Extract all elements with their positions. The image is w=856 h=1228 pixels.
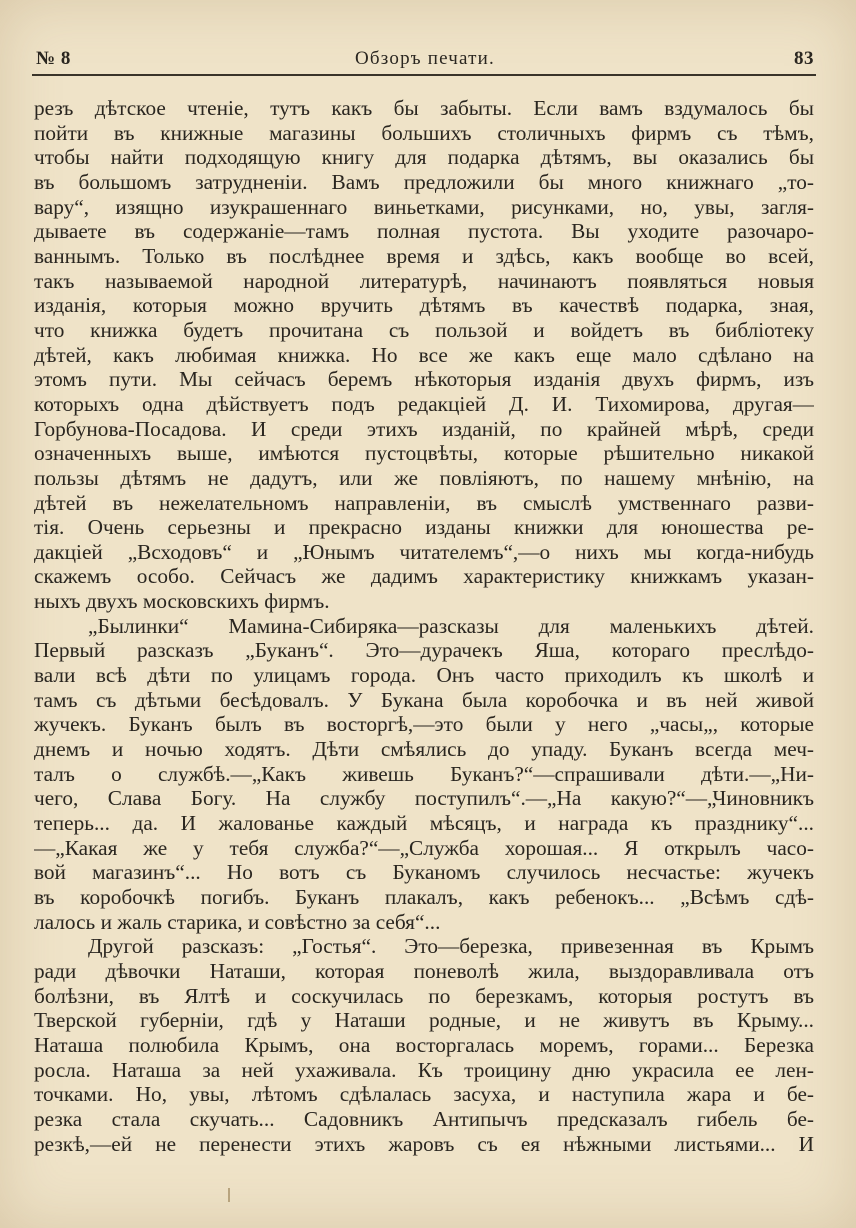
text-line: лалось и жаль старика, и совѣстно за себя“... [34,909,441,934]
text-line: вару“, изящно изукрашеннаго виньетками, рисунками, но, увы, загля- [34,194,814,219]
text-line: изданія, которыя можно вручить дѣтямъ въ качествѣ подарка, зная, [34,293,814,318]
page-number: 83 [794,48,814,69]
text-line: что книжка будетъ прочитана съ пользой и войдетъ въ библіотеку [34,317,814,342]
text-line: Горбунова-Посадова. И среди этихъ изданій, по крайней мѣрѣ, среди [34,416,814,441]
text-line: талъ о службѣ.—„Какъ живешь Буканъ?“—спрашивали дѣти.—„Ни- [34,761,814,786]
text-line: Первый разсказъ „Буканъ“. Это—дурачекъ Яша, котораго преслѣдо- [34,638,814,663]
text-line: этомъ пути. Мы сейчасъ беремъ нѣкоторыя изданія двухъ фирмъ, изъ [34,367,814,392]
text-line: ради дѣвочки Наташи, которая поневолѣ жила, выздоравливала отъ [34,958,814,983]
text-line: въ большомъ затрудненіи. Вамъ предложили бы много книжнаго „то- [34,169,814,194]
text-line: въ коробочкѣ погибъ. Буканъ плакалъ, какъ ребенокъ... „Всѣмъ сдѣ- [34,885,814,909]
text-line: ныхъ двухъ московскихъ фирмъ. [34,589,330,614]
text-line: ваннымъ. Только въ послѣднее время и здѣсь, какъ вообще во всей, [34,243,814,268]
text-line: Наташа полюбила Крымъ, она восторгалась моремъ, горами... Березка [34,1032,814,1057]
text-line: чтобы найти подходящую книгу для подарка дѣтямъ, вы оказались бы [34,145,814,170]
text-line: тія. Очень серьезны и прекрасно изданы книжки для юношества ре- [34,515,814,540]
text-line: болѣзни, въ Ялтѣ и соскучилась по березкамъ, которыя ростутъ въ [34,983,814,1008]
text-line: чего, Слава Богу. На службу поступилъ“.—„На какую?“—„Чиновникъ [34,786,814,811]
text-line: означенныхъ выше, имѣются пустоцвѣты, которые рѣшительно никакой [34,441,814,466]
issue-number: № 8 [36,48,71,69]
text-line: пойти въ книжные магазины большихъ столичныхъ фирмъ съ тѣмъ, [34,120,814,145]
text-line: вой магазинъ“... Но вотъ съ Буканомъ случилось несчастье: жучекъ [34,860,814,885]
text-line: скажемъ особо. Сейчасъ же дадимъ характеристику книжкамъ указан- [34,564,814,589]
text-line: такъ называемой народной литературѣ, начинаютъ появляться новыя [34,268,814,293]
article-body [34,96,814,1156]
text-line: дѣтей, какъ любимая книжка. Но все же какъ еще мало сдѣлано на [34,342,814,367]
text-line: дываете въ содержаніе—тамъ полная пустота. Вы уходите разочаро- [34,219,814,244]
text-line: дакціей „Всходовъ“ и „Юнымъ читателемъ“,—о нихъ мы когда-нибудь [34,539,814,564]
text-line: резка стала скучать... Садовникъ Антипычъ предсказалъ гибель бе- [34,1106,814,1131]
running-header [36,44,814,78]
text-line: резъ дѣтское чтеніе, тутъ какъ бы забыты. Если вамъ вздумалось бы [34,96,814,120]
text-line: которыхъ одна дѣйствуетъ подъ редакціей Д. И. Тихомирова, другая— [34,391,814,416]
text-line: Тверской губерніи, гдѣ у Наташи родные, и не живутъ въ Крыму... [34,1008,814,1033]
section-title: Обзоръ печати. [354,48,495,69]
text-line: —„Какая же у тебя служба?“—„Служба хорошая... Я открылъ часо- [34,835,814,860]
text-line: жучекъ. Буканъ былъ въ восторгѣ,—это были у него „часы„, которые [34,712,814,737]
text-line: Другой разсказъ: „Гостья“. Это—березка, привезенная въ Крымъ [88,934,814,959]
text-line: вали всѣ дѣти по улицамъ города. Онъ часто приходилъ къ школѣ и [34,663,814,688]
text-line: пользы дѣтямъ не дадутъ, или же повліяютъ, по нашему мнѣнію, на [34,465,814,490]
text-line: тамъ съ дѣтьми бесѣдовалъ. У Букана была коробочка и въ ней живой [34,687,814,712]
text-line: дѣтей въ нежелательномъ направленіи, въ смыслѣ умственнаго разви- [34,490,814,515]
text-line: резкѣ,—ей не перенести этихъ жаровъ съ ея нѣжными листьями... И [34,1131,814,1156]
text-line: теперь... да. И жалованье каждый мѣсяцъ, и награда къ празднику“... [34,811,814,836]
text-line: днемъ и ночью ходятъ. Дѣти смѣялись до упаду. Буканъ всегда меч- [34,737,814,762]
text-line: росла. Наташа за ней ухаживала. Къ троицину дню украсила ее лен- [34,1057,814,1082]
print-mark [228,1188,230,1202]
text-line: точками. Но, увы, лѣтомъ сдѣлалась засуха, и наступила жара и бе- [34,1082,814,1107]
header-rule [32,74,816,76]
text-line: „Былинки“ Мамина-Сибиряка—разсказы для маленькихъ дѣтей. [88,613,814,638]
